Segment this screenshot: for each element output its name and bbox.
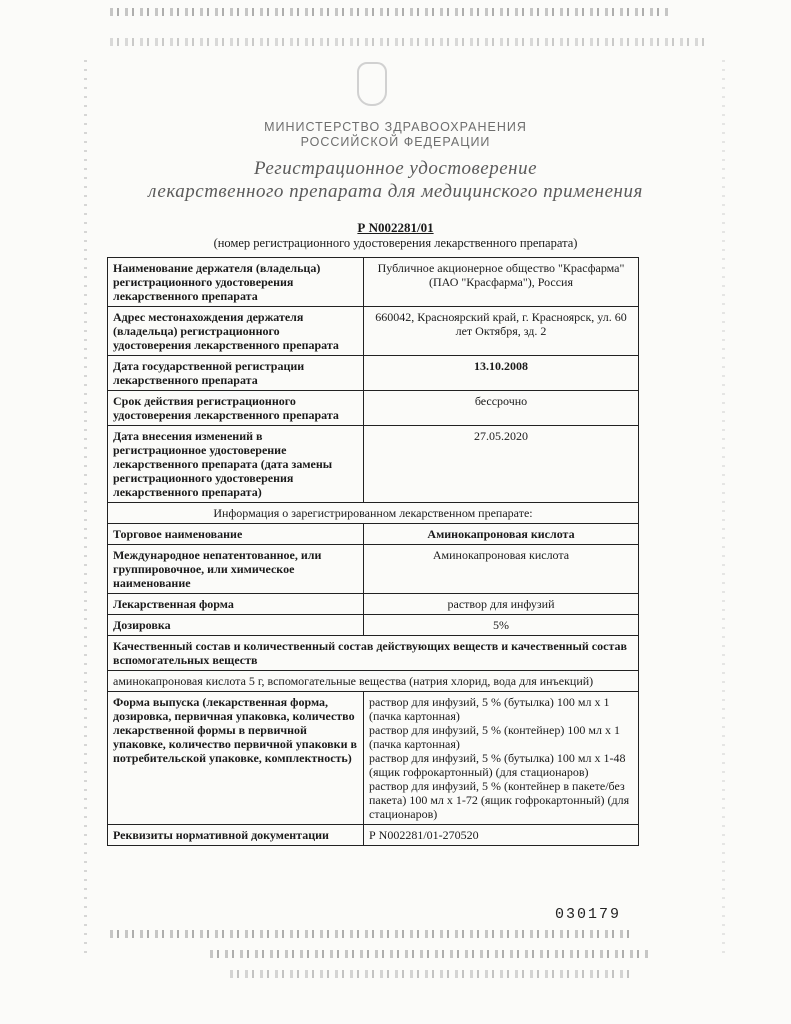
release-forms-list <box>364 692 639 825</box>
holder-name-label: Наименование держателя (владельца) регистрационного удостоверения лекарственного препарата <box>108 258 364 307</box>
table-row <box>108 636 639 671</box>
reg-date-value: 13.10.2008 <box>364 356 639 391</box>
holder-name-value: Публичное акционерное общество "Красфарма" (ПАО "Красфарма"), Россия <box>364 258 639 307</box>
inn-value: Аминокапроновая кислота <box>364 545 639 594</box>
registration-table <box>107 257 639 846</box>
document-title-line-2: лекарственного препарата для медицинского применения <box>148 181 643 202</box>
serial-number: 030179 <box>555 906 622 923</box>
table-row <box>108 391 639 426</box>
table-row <box>108 825 639 846</box>
reg-date-label: Дата государственной регистрации лекарственного препарата <box>108 356 364 391</box>
trade-name-label: Торговое наименование <box>108 524 364 545</box>
release-form-item: раствор для инфузий, 5 % (бутылка) 100 мл х 1-48 (ящик гофрокартонный) (для стационаров) <box>369 751 626 779</box>
release-form-item: раствор для инфузий, 5 % (контейнер в пакете/без пакета) 100 мл х 1-72 (ящик гофрокартонный) (для стационаров) <box>369 779 630 821</box>
trade-name-value: Аминокапроновая кислота <box>364 524 639 545</box>
composition-label: Качественный состав и количественный состав действующих веществ и качественный состав вспомогательных веществ <box>108 636 639 671</box>
registration-number-caption: (номер регистрационного удостоверения лекарственного препарата) <box>213 236 578 250</box>
change-date-value: 27.05.2020 <box>364 426 639 503</box>
registration-number: Р N002281/01 <box>357 220 434 235</box>
emblem-icon <box>357 62 387 106</box>
table-row <box>108 545 639 594</box>
ministry-line-2: РОССИЙСКОЙ ФЕДЕРАЦИИ <box>300 135 491 149</box>
document-title-line-1: Регистрационное удостоверение <box>253 158 538 179</box>
form-label: Лекарственная форма <box>108 594 364 615</box>
form-value: раствор для инфузий <box>364 594 639 615</box>
holder-address-value: 660042, Красноярский край, г. Красноярск, ул. 60 лет Октября, зд. 2 <box>364 307 639 356</box>
table-row <box>108 356 639 391</box>
ministry-line-1: МИНИСТЕРСТВО ЗДРАВООХРАНЕНИЯ <box>264 120 527 134</box>
table-row <box>108 671 639 692</box>
normative-value: Р N002281/01-270520 <box>364 825 639 846</box>
table-row <box>108 426 639 503</box>
scan-noise-top-2 <box>110 38 710 46</box>
composition-value: аминокапроновая кислота 5 г, вспомогательные вещества (натрия хлорид, вода для инъекций) <box>108 671 639 692</box>
release-form-item: раствор для инфузий, 5 % (контейнер) 100 мл х 1 (пачка картонная) <box>369 723 620 751</box>
change-date-label: Дата внесения изменений в регистрационное удостоверение лекарственного препарата (дата замены регистрационного удостоверения лекарственного препарата) <box>108 426 364 503</box>
release-form-item: раствор для инфузий, 5 % (бутылка) 100 мл х 1 (пачка картонная) <box>369 695 610 723</box>
table-row <box>108 594 639 615</box>
release-form-label: Форма выпуска (лекарственная форма, дозировка, первичная упаковка, количество лекарственной формы в первичной упаковке, количество первичной упаковки в потребительской упаковке, комплектность) <box>108 692 364 825</box>
scan-noise-bottom <box>110 930 630 938</box>
table-row <box>108 692 639 825</box>
validity-label: Срок действия регистрационного удостоверения лекарственного препарата <box>108 391 364 426</box>
table-row <box>108 307 639 356</box>
scan-noise-bottom-3 <box>230 970 630 978</box>
scan-noise-top <box>110 8 670 16</box>
dosage-value: 5% <box>364 615 639 636</box>
table-row <box>108 258 639 307</box>
dosage-label: Дозировка <box>108 615 364 636</box>
scan-noise-bottom-2 <box>210 950 650 958</box>
table-row <box>108 503 639 524</box>
table-row <box>108 615 639 636</box>
info-heading: Информация о зарегистрированном лекарственном препарате: <box>108 503 639 524</box>
inn-label: Международное непатентованное, или группировочное, или химическое наименование <box>108 545 364 594</box>
table-row <box>108 524 639 545</box>
validity-value: бессрочно <box>364 391 639 426</box>
holder-address-label: Адрес местонахождения держателя (владельца) регистрационного удостоверения лекарственного препарата <box>108 307 364 356</box>
normative-label: Реквизиты нормативной документации <box>108 825 364 846</box>
